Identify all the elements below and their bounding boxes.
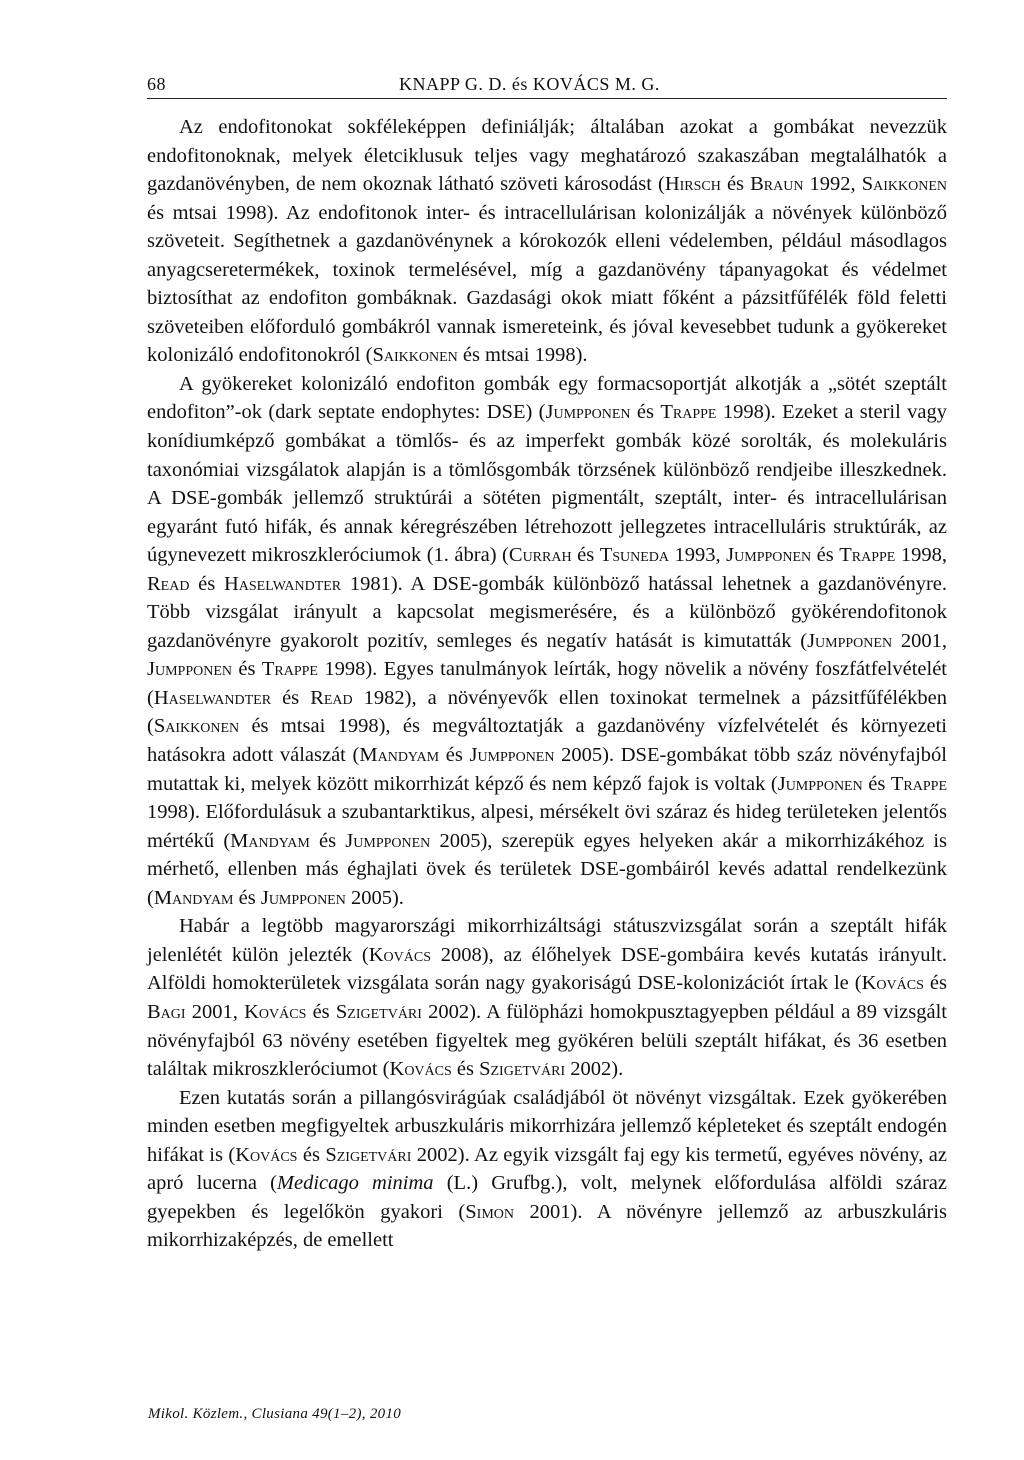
author-name: Haselwandter — [153, 686, 272, 709]
text-run: és — [451, 1058, 480, 1081]
author-name: Hirsch — [664, 173, 721, 196]
text-run: 2002). A fülöpházi homokpusztagyepben például a 89 vizsgált növényfajból 63 növény esetében figyeltek meg gyökéren belüli szeptált hifákat, és 36 esetben találtak mikroszkleróciumot ( — [147, 1000, 947, 1081]
author-name: Kovács — [861, 972, 924, 995]
text-run: és — [309, 829, 346, 852]
author-name: Currah — [508, 544, 572, 567]
text-run: és — [862, 772, 891, 795]
text-run: és — [571, 544, 600, 567]
text-run: 2008), az élőhelyek DSE-gombáira kevés kutatás irányult. Alföldi homokterületek vizsgálata során nagy gyakoriságú DSE-kolonizációt írtak le ( — [147, 943, 947, 995]
author-name: Mandyam — [359, 744, 440, 767]
paragraph — [147, 370, 947, 912]
author-name: Kovács — [389, 1058, 452, 1081]
text-run: 1982), a növényevők ellen toxinokat termelnek a pázsitfűfélékben ( — [147, 686, 947, 738]
text-run: és — [232, 658, 262, 681]
journal-page — [147, 70, 947, 1255]
author-name: Kovács — [235, 1143, 298, 1166]
author-name: Read — [147, 572, 190, 595]
text-run: 1992, — [803, 173, 862, 196]
paragraph — [147, 1084, 947, 1255]
author-name: Read — [310, 686, 353, 709]
running-title: KNAPP G. D. és KOVÁCS M. G. — [399, 74, 660, 94]
author-name: Jumpponen — [777, 772, 863, 795]
text-run: és mtsai 1998). Az endofitonok inter- és intracellulárisan kolonizálják a növények különböző szöveteit. Segíthetnek a gazdanövénynek a kórokozók elleni védelemben, például másodlagos anyagcseretermékek, toxinok termelésével, míg a gazdanövény tápanyagokat és védelmet biztosíthat az endofiton gombáknak. Gazdasági okok miatt főként a pázsitfűfélék föld feletti szöveteiben előforduló gombákról vannak ismereteink, és jóval kevesebbet tudunk a gyökereket kolonizáló endofitonokról ( — [147, 201, 947, 367]
running-head — [147, 70, 947, 99]
author-name: Szigetvári — [335, 1000, 422, 1023]
text-run: 2001, — [892, 629, 947, 652]
text-run: és — [439, 744, 470, 767]
text-run: 2005). — [345, 886, 404, 909]
text-run: és mtsai 1998), és megváltoztatják a gazdanövény vízfelvételét és környezeti hatásokra adott válaszát ( — [147, 715, 947, 767]
text-run: A gyökereket kolonizáló endofiton gombák egy formacsoportját alkotják a „sötét szeptált endofiton”-ok (dark septate endophytes: DSE) ( — [147, 372, 947, 424]
paragraph — [147, 912, 947, 1083]
text-run: és — [720, 173, 751, 196]
text-run: 1998). Ezeket a steril vagy konídiumképző gombákat a tömlős- és az imperfekt gombák közé sorolták, és molekuláris taxonómiai vizsgálatok alapján is a tömlősgombák törzsének különböző rendjeibe illeszkednek. A DSE-gombák jellemző struktúrái a sötéten pigmentált, szeptált, inter- és intracellulárisan egyaránt futó hifák, és annak kéregrészében létrehozott jellegzetes intracelluláris struktúrák, az úgynevezett mikroszkleróciumok (1. ábra) ( — [147, 401, 948, 567]
author-name: Kovács — [368, 943, 432, 966]
author-name: Trappe — [660, 401, 717, 424]
page-number: 68 — [147, 74, 166, 94]
author-name: Kovács — [244, 1000, 307, 1023]
text-run: 1993, — [669, 544, 727, 567]
author-name: Trappe — [261, 658, 318, 681]
text-run: Habár a legtöbb magyarországi mikorrhizáltsági státuszvizsgálat során a szeptált hifák jelenlétét külön jelezték ( — [147, 915, 947, 966]
text-run: 2002). — [565, 1058, 624, 1081]
text-run: 2001, — [185, 1000, 245, 1023]
author-name: Braun — [750, 173, 804, 196]
text-run: és — [271, 686, 311, 709]
text-run: és — [297, 1143, 326, 1166]
author-name: Saikkonen — [861, 173, 948, 196]
text-run: 2005), szerepük egyes helyeken akár a mikorrhizákéhoz is mérhető, ellenben más éghajlati övek és területek DSE-gombáiról kevés adattal rendelkezünk ( — [147, 829, 948, 909]
author-name: Trappe — [890, 772, 948, 795]
author-name: Simon — [465, 1200, 514, 1223]
author-name: Jumpponen — [545, 401, 631, 424]
journal-citation-footer: Mikol. Közlem., Clusiana 49(1–2), 2010 — [148, 1406, 402, 1422]
text-run: 1998). Egyes tanulmányok leírták, hogy növelik a növény foszfátfelvételét ( — [147, 658, 947, 709]
author-name: Jumpponen — [469, 744, 555, 767]
author-name: Bagi — [147, 1000, 186, 1023]
author-name: Saikkonen — [153, 715, 240, 738]
paragraph — [147, 113, 947, 370]
text-run: 1981). A DSE-gombák különböző hatással lehetnek a gazdanövényre. Több vizsgálat irányult a kapcsolat megismerésére, és a különböző gyökérendofitonok gazdanövényre gyakorolt pozitív, semleges és negatív hatását is kimutatták ( — [147, 572, 948, 652]
text-run: és — [923, 972, 947, 995]
text-run: és — [630, 401, 661, 424]
text-run: 2001). A növényre jellemző az arbuszkuláris mikorrhizaképzés, de emellett — [147, 1200, 947, 1252]
text-run: és — [189, 572, 224, 595]
author-name: Tsuneda — [599, 544, 669, 567]
text-run: és — [306, 1000, 336, 1023]
author-name: Jumpponen — [260, 886, 346, 909]
text-run: 2002). Az egyik vizsgált faj egy kis termetű, egyéves növény, az apró lucerna ( — [147, 1143, 948, 1195]
text-run: 2005). DSE-gombákat több száz növényfajból mutattak ki, melyek között mikorrhizát képző és nem képző fajok is voltak ( — [147, 744, 948, 795]
taxon-name: Medicago minima — [276, 1172, 434, 1195]
text-run: és — [811, 544, 840, 567]
author-name: Haselwandter — [223, 572, 342, 595]
text-run: és — [233, 886, 261, 909]
author-name: Szigetvári — [479, 1058, 566, 1081]
text-run: Az endofitonokat sokféleképpen definiálják; általában azokat a gombákat nevezzük endofitonoknak, melyek életciklusuk teljes vagy meghatározó szakaszában megtalálhatók a gazdanövényben, de nem okoznak látható szöveti károsodást ( — [147, 116, 947, 196]
text-run: és mtsai 1998). — [457, 344, 588, 367]
text-run: Ezen kutatás során a pillangósvirágúak családjából öt növényt vizsgáltak. Ezek gyökerében minden esetben megfigyeltek arbuszkuláris mikorrhizára jellemző képleteket és szeptált endogén hifákat is ( — [147, 1086, 947, 1166]
author-name: Szigetvári — [325, 1143, 412, 1166]
author-name: Mandyam — [230, 829, 310, 852]
text-run: 1998). Előfordulásuk a szubantarktikus, alpesi, mérsékelt övi száraz és hideg területeken jelentős mértékű ( — [147, 801, 947, 852]
text-run: 1998, — [895, 544, 948, 567]
author-name: Jumpponen — [807, 629, 893, 652]
author-name: Jumpponen — [345, 829, 431, 852]
author-name: Mandyam — [153, 886, 234, 909]
author-name: Saikkonen — [372, 344, 458, 367]
body-text — [147, 113, 947, 1255]
text-run: (L.) Grufbg.), volt, melynek előfordulása alföldi száraz gyepekben és legelőkön gyakori ( — [147, 1172, 947, 1223]
author-name: Jumpponen — [147, 658, 232, 681]
author-name: Trappe — [839, 544, 896, 567]
author-name: Jumpponen — [726, 544, 812, 567]
